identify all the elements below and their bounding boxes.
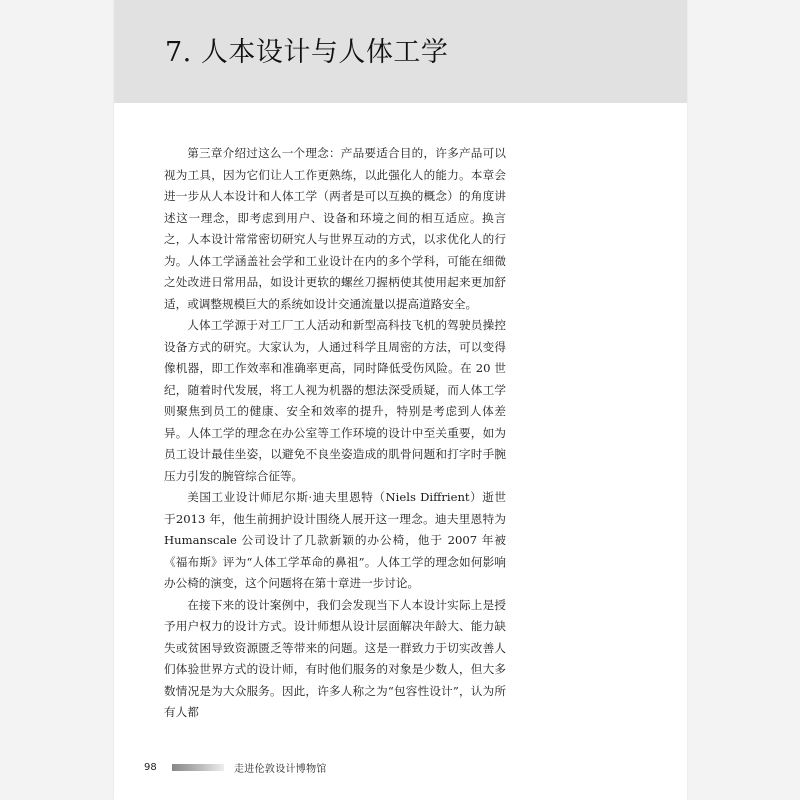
paragraph-1: 第三章介绍过这么一个理念：产品要适合目的，许多产品可以视为工具，因为它们让人工作更熟练，以此强化人的能力。本章会进一步从人本设计和人体工学（两者是可以互换的概念）的角度讲述这一理念，即考虑到用户、设备和环境之间的相互适应。换言之，人本设计常常密切研究人与世界互动的方式，以求优化人的行为。人体工学涵盖社会学和工业设计在内的多个学科，可能在细微之处改进日常用品，如设计更软的螺丝刀握柄使其使用起来更加舒适，或调整规模巨大的系统如设计交通流量以提高道路安全。: [164, 146, 506, 311]
paragraph-4: 在接下来的设计案例中，我们会发现当下人本设计实际上是授予用户权力的设计方式。设计师想从设计层面解决年龄大、能力缺失或贫困导致资源匮乏等带来的问题。这是一群致力于切实改善人们体验世界方式的设计师，有时他们服务的对象是少数人，但大多数情况是为大众服务。因此，许多人称之为“包容性设计”，认为所有人都: [164, 597, 506, 719]
chapter-header-band: [114, 0, 687, 103]
paragraph-3: 美国工业设计师尼尔斯·迪夫里恩特（Niels Diffrient）逝世于2013 年，他生前拥护设计围绕人展开这一理念。迪夫里恩特为 Humanscale 公司设计了几款新颖的办公椅，他于 2007 年被《福布斯》评为“人体工学革命的鼻祖”。人体工学的理念如何影响办公椅的演变，这个问题将在第十章进一步讨论。: [164, 490, 506, 590]
chapter-title: 7. 人本设计与人体工学: [165, 37, 449, 68]
page-number: 98: [144, 761, 157, 773]
footer-gradient-bar: [172, 764, 224, 771]
body-text: [164, 143, 506, 724]
book-page: [114, 0, 687, 800]
running-title: 走进伦敦设计博物馆: [234, 763, 327, 775]
page-footer: [144, 759, 327, 775]
paragraph-2: 人体工学源于对工厂工人活动和新型高科技飞机的驾驶员操控设备方式的研究。大家认为，人通过科学且周密的方法，可以变得像机器，即工作效率和准确率更高，同时降低受伤风险。在 20 世纪，随着时代发展，将工人视为机器的想法深受质疑，而人体工学则聚焦到员工的健康、安全和效率的提升，特别是考虑到人体差异。人体工学的理念在办公室等工作环境的设计中至关重要，如为员工设计最佳坐姿，以避免不良坐姿造成的肌骨问题和打字时手腕压力引发的腕管综合征等。: [164, 318, 506, 483]
